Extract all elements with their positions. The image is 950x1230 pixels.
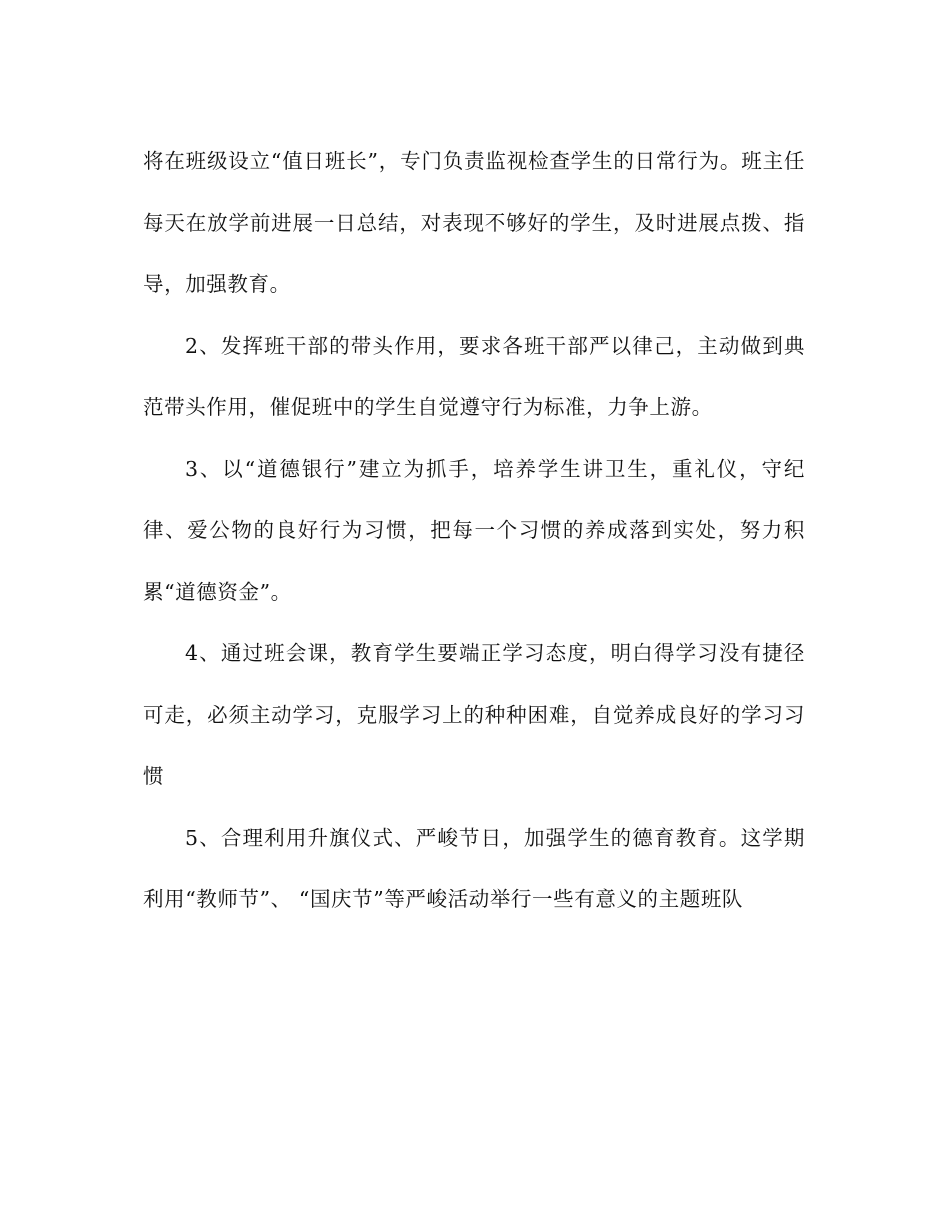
document-body (143, 131, 805, 931)
paragraph-3: 3、以“道德银行”建立为抓手，培养学生讲卫生，重礼仪，守纪律、爱公物的良好行为习惯，把每一个习惯的养成落到实处，努力积累“道德资金”。 (143, 456, 805, 604)
paragraph-5: 5、合理利用升旗仪式、严峻节日，加强学生的德育教育。这学期利用“教师节”、 “国庆节”等严峻活动举行一些有意义的主题班队 (143, 825, 805, 911)
paragraph-1: 将在班级设立“值日班长”，专门负责监视检查学生的日常行为。班主任每天在放学前进展一日总结，对表现不够好的学生，及时进展点拨、指导，加强教育。 (143, 149, 805, 296)
paragraph-4: 4、通过班会课，教育学生要端正学习态度，明白得学习没有捷径可走，必须主动学习，克服学习上的种种困难，自觉养成良好的学习习惯 (143, 641, 805, 788)
paragraph-2: 2、发挥班干部的带头作用，要求各班干部严以律己，主动做到典范带头作用，催促班中的学生自觉遵守行为标准，力争上游。 (143, 333, 805, 419)
